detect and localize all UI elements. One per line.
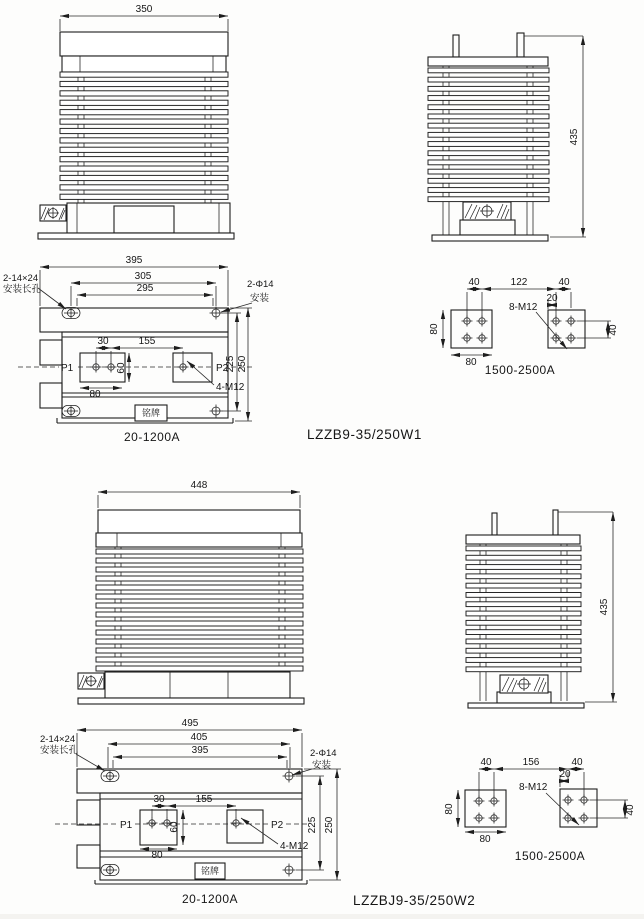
- dim-label: 80: [465, 357, 477, 368]
- pad-right: [560, 789, 597, 827]
- callout-text: 8-M12: [519, 782, 548, 793]
- terminal-hole-icon: [462, 316, 473, 327]
- f2-front-view: [78, 480, 304, 704]
- f1-callout-mounting-hole: [221, 279, 274, 312]
- terminal-hole-icon: [489, 813, 500, 824]
- base: [460, 220, 515, 235]
- f1-pad-dim-right-rows: [577, 321, 619, 338]
- mounting-hole-icon: [283, 770, 296, 783]
- top-flange: [466, 535, 580, 544]
- f1-plan-dim-pad-height: [116, 353, 129, 382]
- dim-label: 350: [135, 4, 153, 15]
- f1-callout-mounting-slot: [3, 273, 66, 309]
- mounting-flange: [40, 308, 228, 332]
- terminal-hole-icon: [147, 818, 158, 829]
- f2-side-view: [466, 510, 617, 708]
- f2-plan-dim-pad-holes: [152, 794, 167, 818]
- base: [497, 692, 551, 703]
- ground-terminal-icon: [78, 673, 104, 689]
- mounting-hole-icon: [210, 405, 223, 418]
- dim-label: 40: [571, 757, 583, 768]
- dim-label: 30: [97, 336, 109, 347]
- mounting-slot-icon: [62, 308, 80, 319]
- primary-terminal-stub: [517, 33, 524, 57]
- callout-text: 2-Φ14: [247, 279, 274, 290]
- dim-label: 20: [546, 293, 558, 304]
- ground-terminal-icon: [40, 205, 66, 221]
- terminal-hole-icon: [474, 796, 485, 807]
- f1-terminal-pads-detail: [429, 277, 619, 377]
- f2-callout-mounting-slot: [40, 734, 105, 771]
- dim-label: 40: [480, 757, 492, 768]
- f1-title: LZZB9-35/250W1: [307, 427, 422, 442]
- dim-label: 60: [169, 821, 180, 833]
- f2-front-dim-width: [98, 480, 300, 508]
- label-p1: P1: [61, 363, 74, 374]
- primary-terminal-stub: [492, 513, 497, 535]
- f1-pad-dim-right-holes: [556, 277, 571, 317]
- dim-label: 250: [324, 816, 335, 834]
- f1-plan-dim-pad-gap: [111, 336, 183, 362]
- callout-text: 4-M12: [216, 382, 245, 393]
- dim-label: 225: [307, 816, 318, 834]
- f1-plan-dim-pad-holes: [96, 336, 111, 362]
- terminal-hole-icon: [489, 796, 500, 807]
- side-tab: [77, 800, 100, 825]
- insulation-ribs: [60, 72, 228, 199]
- base: [105, 672, 290, 698]
- f2-terminal-pads-detail: [444, 757, 636, 863]
- insulation-ribs: [466, 546, 581, 672]
- label-p2: P2: [216, 363, 229, 374]
- bottom-plate: [432, 235, 548, 241]
- dim-label: 40: [558, 277, 570, 288]
- dim-label: 295: [136, 283, 154, 294]
- f1-pads-caption: 1500-2500A: [484, 363, 556, 377]
- f2-side-dim-height: [585, 512, 617, 702]
- dim-label: 40: [625, 804, 636, 816]
- dim-label: 20: [559, 769, 571, 780]
- callout-text: 4-M12: [280, 841, 309, 852]
- f2-plan-dim-overall-width: [77, 718, 302, 767]
- callout-text: 安装: [312, 760, 332, 771]
- dim-label: 80: [151, 850, 163, 861]
- f1-pad-bolt-callout: [509, 302, 567, 349]
- dim-label: 435: [599, 598, 610, 616]
- f1-plan-caption: 20-1200A: [123, 430, 181, 444]
- callout-text: 2-14×24: [3, 273, 39, 284]
- bottom-plate: [38, 233, 234, 239]
- terminal-hole-icon: [579, 795, 590, 806]
- f2-plan-view: [40, 718, 341, 906]
- side-tab: [77, 845, 100, 868]
- nameplate-label: 铭牌: [141, 408, 161, 418]
- dim-label: 40: [608, 324, 619, 336]
- terminal-hole-icon: [566, 316, 577, 327]
- f1-plan-view: [3, 255, 274, 444]
- f1-side-dim-height: [550, 36, 586, 237]
- callout-text: 2-14×24: [40, 734, 76, 745]
- pad-left: [465, 790, 506, 827]
- mounting-slot-icon: [101, 771, 119, 782]
- dim-label: 448: [190, 480, 208, 491]
- dim-label: 405: [190, 732, 208, 743]
- label-p2: P2: [271, 820, 284, 831]
- callout-text: 安装长孔: [40, 745, 79, 756]
- bottom-plate: [78, 698, 304, 704]
- dim-label: 495: [181, 718, 199, 729]
- terminal-hole-icon: [474, 813, 485, 824]
- f2-plan-dim-hole-rows: [296, 776, 324, 870]
- f2-plan-caption: 20-1200A: [181, 892, 239, 906]
- bottom-plate: [468, 703, 584, 708]
- terminal-hole-icon: [231, 818, 242, 829]
- pad-right: [548, 310, 585, 348]
- top-cap: [60, 32, 228, 56]
- dim-label: 305: [134, 271, 152, 282]
- f2-title: LZZBJ9-35/250W2: [353, 893, 476, 908]
- nameplate-label: 铭牌: [200, 866, 220, 876]
- dim-label: 155: [195, 794, 213, 805]
- primary-terminal-stub: [453, 35, 459, 57]
- terminal-hole-icon: [477, 333, 488, 344]
- dim-label: 122: [510, 277, 528, 288]
- dim-label: 80: [429, 323, 440, 335]
- f1-plan-dim-hole-span: [77, 283, 213, 306]
- pad-left: [451, 310, 492, 348]
- dim-label: 30: [153, 794, 165, 805]
- callout-text: 2-Φ14: [310, 748, 337, 759]
- terminal-hole-icon: [579, 813, 590, 824]
- terminal-hole-icon: [551, 333, 562, 344]
- f1-front-view: [38, 4, 234, 239]
- f1-pad-dim-height: [429, 310, 443, 348]
- insulation-ribs: [428, 68, 549, 202]
- dim-label: 60: [116, 362, 127, 374]
- f1-plan-dim-pad-width: [80, 388, 122, 400]
- terminal-hole-icon: [477, 316, 488, 327]
- f2-pad-dim-gap: [494, 757, 568, 769]
- f1-front-dim-width: [60, 4, 228, 31]
- f2-callout-mounting-hole: [292, 748, 337, 775]
- dim-label: 395: [191, 745, 209, 756]
- f2-pad-dim-width: [465, 832, 506, 845]
- base: [67, 203, 230, 233]
- dim-label: 225: [225, 355, 236, 373]
- top-flange: [428, 57, 548, 66]
- f1-side-view: [428, 33, 586, 241]
- side-tab: [40, 383, 62, 408]
- insulation-ribs: [96, 549, 303, 671]
- top-cap: [98, 510, 300, 533]
- dim-label: 250: [237, 355, 248, 373]
- dim-label: 395: [125, 255, 143, 266]
- dim-label: 156: [522, 757, 540, 768]
- callout-text: 安装: [250, 293, 270, 304]
- dim-label: 80: [479, 834, 491, 845]
- terminal-hole-icon: [551, 316, 562, 327]
- terminal-hole-icon: [462, 333, 473, 344]
- dim-label: 80: [444, 803, 455, 815]
- f2-pads-caption: 1500-2500A: [514, 849, 586, 863]
- mounting-slot-icon: [62, 406, 80, 417]
- terminal-hole-icon: [563, 795, 574, 806]
- dim-label: 155: [138, 336, 156, 347]
- f2-plan-dim-pad-height: [169, 810, 183, 845]
- top-flange: [62, 56, 226, 72]
- dim-label: 435: [569, 128, 580, 146]
- top-flange: [96, 533, 302, 547]
- mounting-hole-icon: [283, 864, 296, 877]
- f2-pad-dim-height: [444, 790, 458, 827]
- terminal-pad-p2: [227, 810, 263, 843]
- secondary-terminal-box-icon: [500, 675, 548, 693]
- dim-label: 80: [89, 389, 101, 400]
- side-tab: [40, 340, 62, 365]
- f1-pad-dim-left-holes: [467, 277, 482, 317]
- f2-pad-dim-edge-offset: [559, 769, 571, 787]
- f2-pad-dim-left-holes: [479, 757, 494, 797]
- primary-terminal-stub: [553, 510, 558, 535]
- secondary-terminal-box-icon: [463, 202, 511, 220]
- dim-label: 40: [468, 277, 480, 288]
- label-p1: P1: [120, 820, 133, 831]
- f2-plan-dim-hole-span: [113, 745, 287, 768]
- callout-text: 安装长孔: [3, 284, 42, 295]
- callout-text: 8-M12: [509, 302, 538, 313]
- mounting-slot-icon: [101, 865, 119, 876]
- f1-pad-dim-gap: [482, 277, 556, 289]
- terminal-hole-icon: [566, 333, 577, 344]
